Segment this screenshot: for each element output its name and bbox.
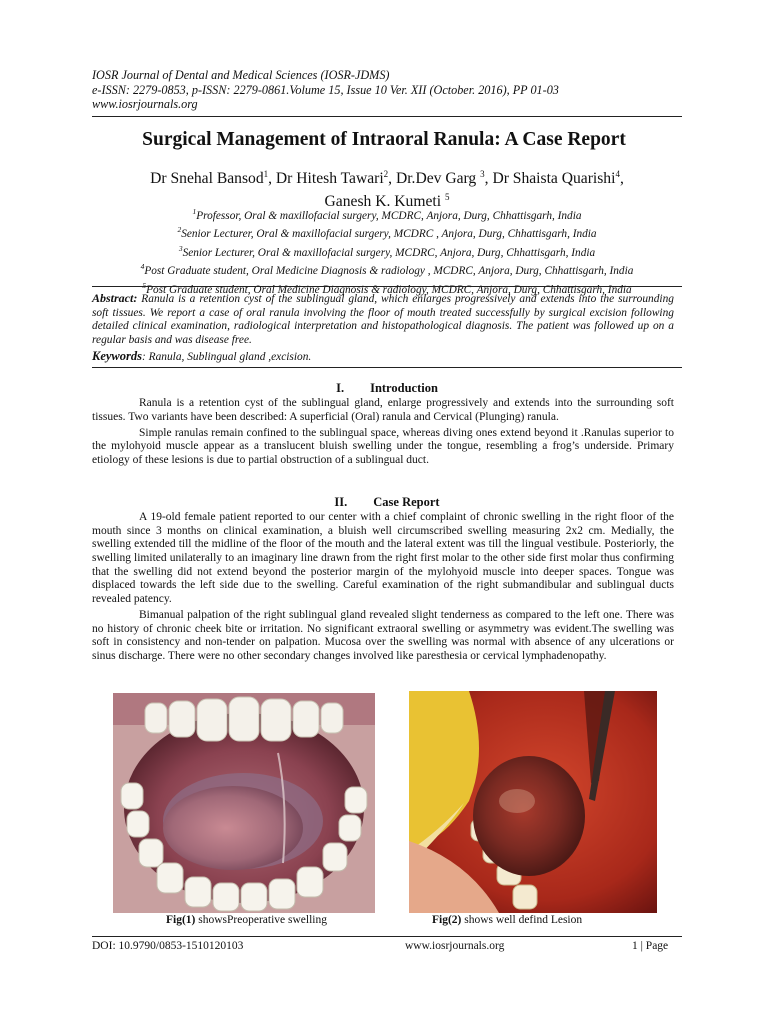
keywords-label: Keywords bbox=[92, 349, 142, 363]
author-name: Ganesh K. Kumeti bbox=[324, 193, 445, 211]
affiliation bbox=[92, 242, 682, 260]
affiliation-number: 4 bbox=[140, 262, 145, 272]
paper-title: Surgical Management of Intraoral Ranula: A Case Report bbox=[142, 129, 626, 150]
abstract-label: Abstract: bbox=[92, 291, 138, 305]
introduction-body bbox=[92, 397, 674, 470]
section-number: I. bbox=[336, 381, 345, 395]
figure-2-intraoperative-photo bbox=[409, 691, 657, 913]
abstract-text: Ranula is a retention cyst of the sublingual gland, which enlarges progressively and extends into the surrounding soft tissues. We report a case of oral ranula involving the floor of mouth treated successfully by surgical excision following detailed clinical examination, radiological interpretation and histopathological diagnosis. The patient was followed up on a regular basis and was disease free. bbox=[92, 293, 674, 346]
section-heading-case-report bbox=[92, 495, 682, 510]
affiliation bbox=[92, 223, 682, 241]
author-name: Dr Snehal Bansod bbox=[150, 170, 264, 188]
footer-website[interactable]: www.iosrjournals.org bbox=[405, 940, 505, 952]
case-report-body bbox=[92, 511, 674, 666]
keywords bbox=[92, 349, 674, 364]
keywords-text: : Ranula, Sublingual gland ,excision. bbox=[142, 351, 312, 363]
affiliation-list bbox=[92, 205, 682, 297]
footer-page-number: 1 | Page bbox=[632, 940, 669, 952]
author-affil-mark: 5 bbox=[444, 192, 450, 203]
affiliation-text: Senior Lecturer, Oral & maxillofacial surgery, MCDRC , Anjora, Durg, Chhattisgarh, India bbox=[181, 228, 597, 241]
affiliation-text: Post Graduate student, Oral Medicine Diagnosis & radiology , MCDRC, Anjora, Durg, Chhattisgarh, India bbox=[144, 265, 634, 278]
figure-2-label: Fig(2) bbox=[432, 914, 462, 926]
section-title: Introduction bbox=[370, 381, 438, 395]
journal-name: IOSR Journal of Dental and Medical Sciences (IOSR-JDMS) bbox=[92, 68, 390, 82]
affiliation-number: 1 bbox=[192, 207, 197, 216]
affiliation-text: Post Graduate student, Oral Medicine Diagnosis & radiology, MCDRC, Anjora, Durg, Chhattisgarh, India bbox=[146, 283, 632, 296]
abstract-rule-bottom bbox=[92, 367, 682, 368]
paragraph: Bimanual palpation of the right sublingual gland revealed slight tenderness as compared to the left one. There was no history of chronic cheek bite or irritation. No significant extraoral swelling or asymmetry was evident.The swelling was soft in consistency and non-tender on palpation. Mucosa over the swelling was normal with absence of any ulcerations or sinus discharge. There were no other secondary changes involved like paresthesia or cervical lymphadenopathy. bbox=[92, 609, 674, 663]
section-number: II. bbox=[334, 495, 348, 509]
header-rule bbox=[92, 116, 682, 117]
paragraph: Simple ranulas remain confined to the sublingual space, whereas diving ones extend beyond it .Ranulas superior to the mylohyoid muscle appear as a translucent bluish swelling under the tongue, resembling a frog’s underside. Primary etiology of these lesions is due to partial obstruction of a sublingual duct. bbox=[92, 426, 674, 467]
footer-doi: DOI: 10.9790/0853-1510120103 bbox=[92, 940, 244, 952]
author-affil-mark: 3 bbox=[480, 169, 485, 179]
abstract-rule-top bbox=[92, 286, 682, 287]
affiliation-text: Professor, Oral & maxillofacial surgery, MCDRC, Anjora, Durg, Chhattisgarh, India bbox=[196, 209, 582, 222]
affiliation-text: Senior Lecturer, Oral & maxillofacial surgery, MCDRC, Anjora, Durg, Chhattisgarh, India bbox=[182, 246, 596, 259]
affiliation bbox=[92, 260, 682, 278]
figure-1-caption bbox=[166, 914, 327, 926]
affiliation bbox=[92, 205, 682, 223]
author-name: , Dr Hitesh Tawari bbox=[268, 170, 384, 188]
figure-1-caption-text: showsPreoperative swelling bbox=[195, 914, 327, 926]
affiliation-number: 2 bbox=[177, 225, 182, 235]
journal-issn: e-ISSN: 2279-0853, p-ISSN: 2279-0861.Volume 15, Issue 10 Ver. XII (October. 2016), PP 01-03 bbox=[92, 82, 559, 97]
journal-website[interactable]: www.iosrjournals.org bbox=[92, 97, 198, 112]
author-affil-mark: 4 bbox=[615, 169, 620, 179]
section-title: Case Report bbox=[373, 495, 440, 509]
author-affil-mark: 2 bbox=[383, 169, 389, 179]
journal-header bbox=[92, 68, 682, 112]
author-affil-mark: 1 bbox=[263, 169, 269, 179]
figure-2-caption bbox=[432, 914, 582, 926]
abstract bbox=[92, 292, 674, 347]
paragraph: Ranula is a retention cyst of the sublingual gland, enlarge progressively and extends into the surrounding soft tissues. Two variants have been described: A superficial (Oral) ranula and Cervical (Plunging) ranula. bbox=[92, 397, 674, 423]
section-heading-introduction bbox=[92, 381, 682, 396]
paragraph: A 19-old female patient reported to our center with a chief complaint of chronic swelling in the right floor of the mouth since 3 months on clinical examination, a bluish well circumscribed swelling measuring 2x2 cm. Medially, the swelling extended till the midline of the floor of the mouth and the lateral extent was till the lingual vestibule. Posteriorly, the swelling limited unilaterally to an imaginary line drawn from the right first molar to the other side first molar thus confirming that the swelling did not extend beyond the posterior margin of the mylohyoid muscle into deeper spaces. Tongue was displaced towards the left side due to the swelling. Careful examination of the right submandibular and sublingual ducts revealed patency. bbox=[92, 511, 674, 605]
figure-2-caption-text: shows well defind Lesion bbox=[461, 914, 583, 926]
affiliation-number: 5 bbox=[142, 280, 147, 290]
figure-1-label: Fig(1) bbox=[166, 914, 196, 926]
author-separator: , bbox=[619, 170, 624, 188]
footer-rule bbox=[92, 936, 682, 937]
figure-1-preoperative-photo bbox=[113, 693, 375, 913]
affiliation-number: 3 bbox=[178, 243, 183, 253]
author-name: , Dr.Dev Garg bbox=[388, 170, 481, 188]
author-name: , Dr Shaista Quarishi bbox=[484, 170, 616, 188]
